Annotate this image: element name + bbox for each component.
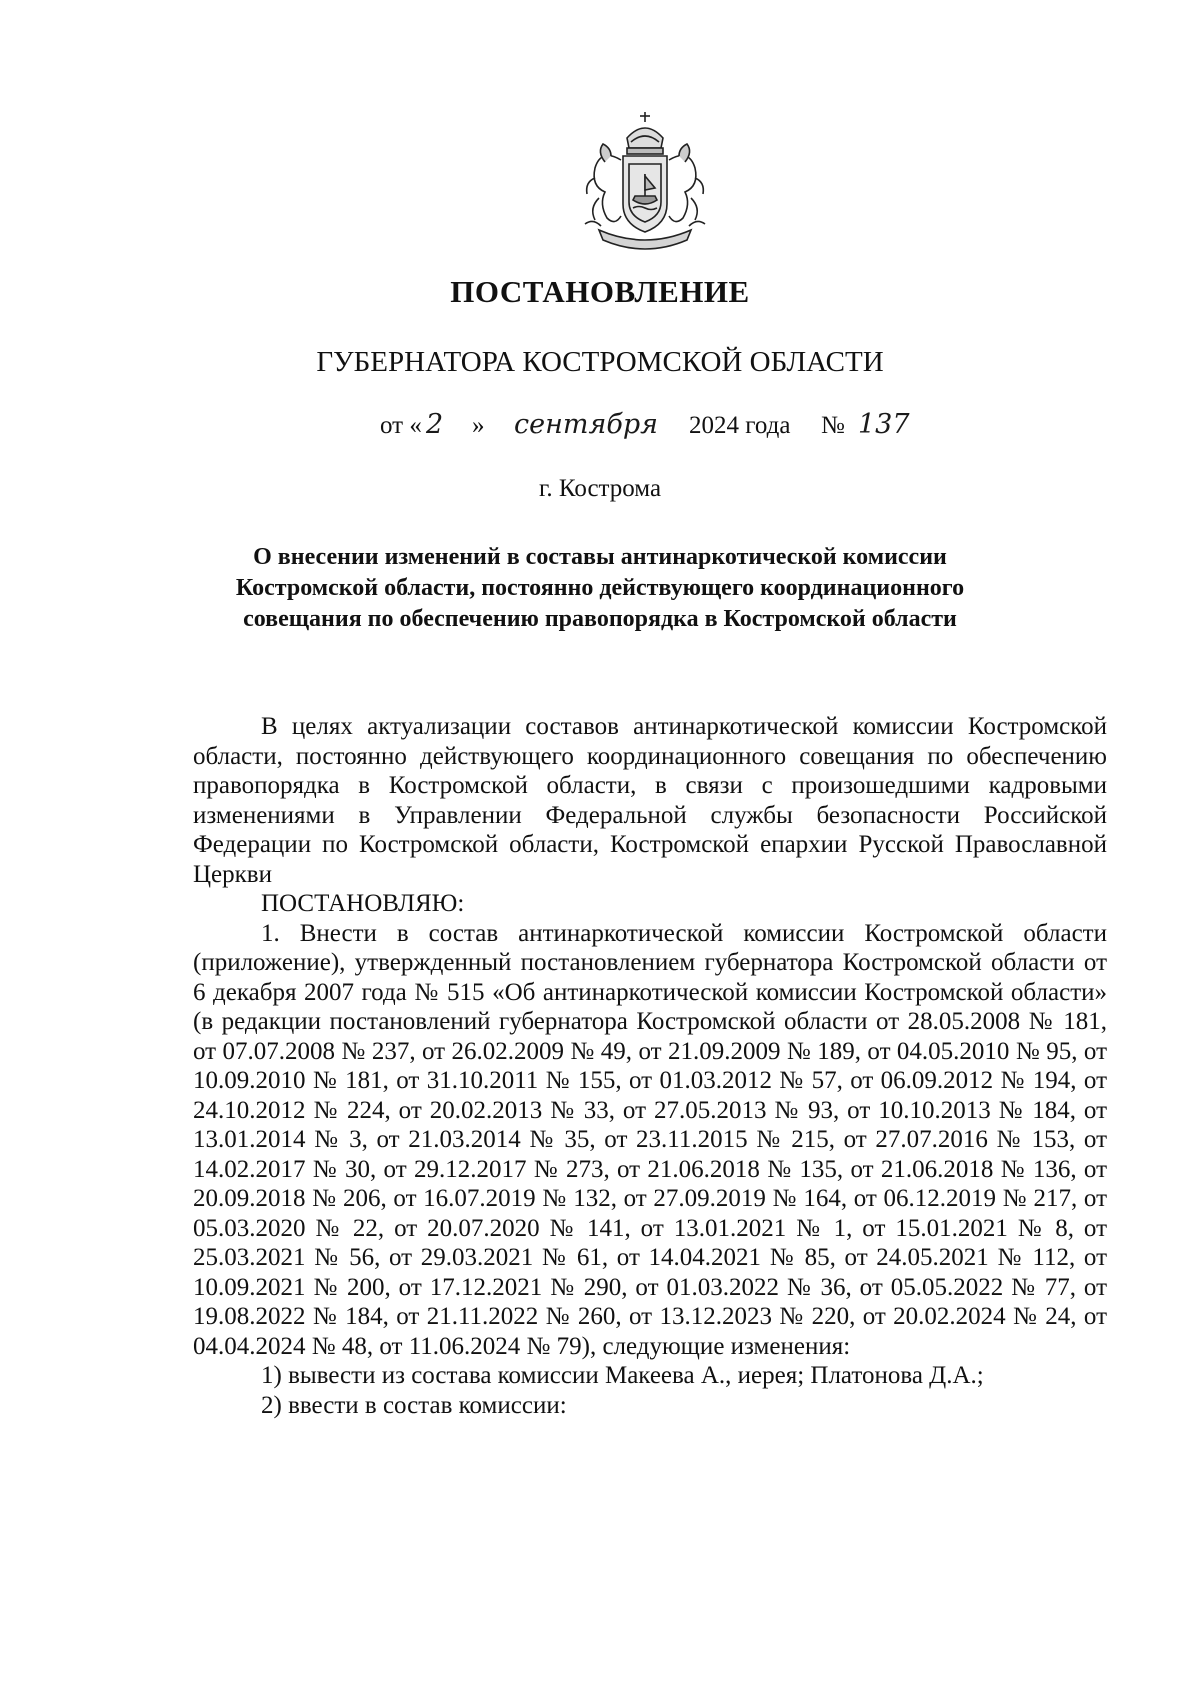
- subject-line: Костромской области, постоянно действующего координационного: [235, 575, 965, 601]
- handwritten-number: 137: [858, 409, 910, 440]
- item-1-paragraph: 1. Внести в состав антинаркотической комиссии Костромской области (приложение), утвержденный постановлением губернатора Костромской области от 6 декабря 2007 года № 515 «Об антинаркотической комиссии Костромской области» (в редакции постановлений губернатора Костромской области от 28.05.2008 № 181, от 07.07.2008 № 237, от 26.02.2009 № 49, от 21.09.2009 № 189, от 04.05.2010 № 95, от 10.09.2010 № 181, от 31.10.2011 № 155, от 01.03.2012 № 57, от 06.09.2012 № 194, от 24.10.2012 № 224, от 20.02.2013 № 33, от 27.05.2013 № 93, от 10.10.2013 № 184, от 13.01.2014 № 3, от 21.03.2014 № 35, от 23.11.2015 № 215, от 27.07.2016 № 153, от 14.02.2017 № 30, от 29.12.2017 № 273, от 21.06.2018 № 135, от 21.06.2018 № 136, от 20.09.2018 № 206, от 16.07.2019 № 132, от 27.09.2019 № 164, от 06.12.2019 № 217, от 05.03.2020 № 22, от 20.07.2020 № 141, от 13.01.2021 № 1, от 15.01.2021 № 8, от 25.03.2021 № 56, от 29.03.2021 № 61, от 14.04.2021 № 85, от 24.05.2021 № 112, от 10.09.2021 № 200, от 17.12.2021 № 290, от 01.03.2022 № 36, от 05.05.2022 № 77, от 19.08.2022 № 184, от 21.11.2022 № 260, от 13.12.2023 № 220, от 20.02.2024 № 24, от 04.04.2024 № 48, от 11.06.2024 № 79), следующие изменения:: [193, 919, 1107, 1360]
- date-close-quote: »: [472, 412, 485, 439]
- city-of-issue: г. Кострома: [538, 475, 662, 502]
- coat-of-arms-emblem: [565, 108, 725, 258]
- subject-line: совещания по обеспечению правопорядка в Костромской области: [243, 606, 957, 632]
- number-sign: №: [821, 412, 845, 439]
- subject-line: О внесении изменений в составы антинаркотической комиссии: [253, 544, 947, 570]
- sub-item-2: 2) ввести в состав комиссии:: [261, 1391, 567, 1419]
- issuing-authority: ГУБЕРНАТОРА КОСТРОМСКОЙ ОБЛАСТИ: [316, 346, 884, 378]
- date-prefix: от «: [380, 412, 422, 439]
- document-subject: [200, 542, 1000, 635]
- date-year: 2024 года: [689, 412, 791, 439]
- sub-item-1: 1) вывести из состава комиссии Макеева А., иерея; Платонова Д.А.;: [261, 1362, 984, 1389]
- handwritten-day: 2: [426, 409, 444, 440]
- handwritten-month: сентября: [514, 409, 659, 440]
- date-number-line: [380, 409, 1020, 452]
- resolve-clause: ПОСТАНОВЛЯЮ:: [261, 890, 465, 917]
- document-title: ПОСТАНОВЛЕНИЕ: [450, 274, 750, 309]
- document-body: [193, 712, 1107, 1420]
- preamble-paragraph: В целях актуализации составов антинаркотической комиссии Костромской области, постоянно действующего координационного совещания по обеспечению правопорядка в Костромской области, в связи с произошедшими кадровыми изменениями в Управлении Федеральной службы безопасности Российской Федерации по Костромской области, Костромской епархии Русской Православной Церкви: [193, 713, 1107, 888]
